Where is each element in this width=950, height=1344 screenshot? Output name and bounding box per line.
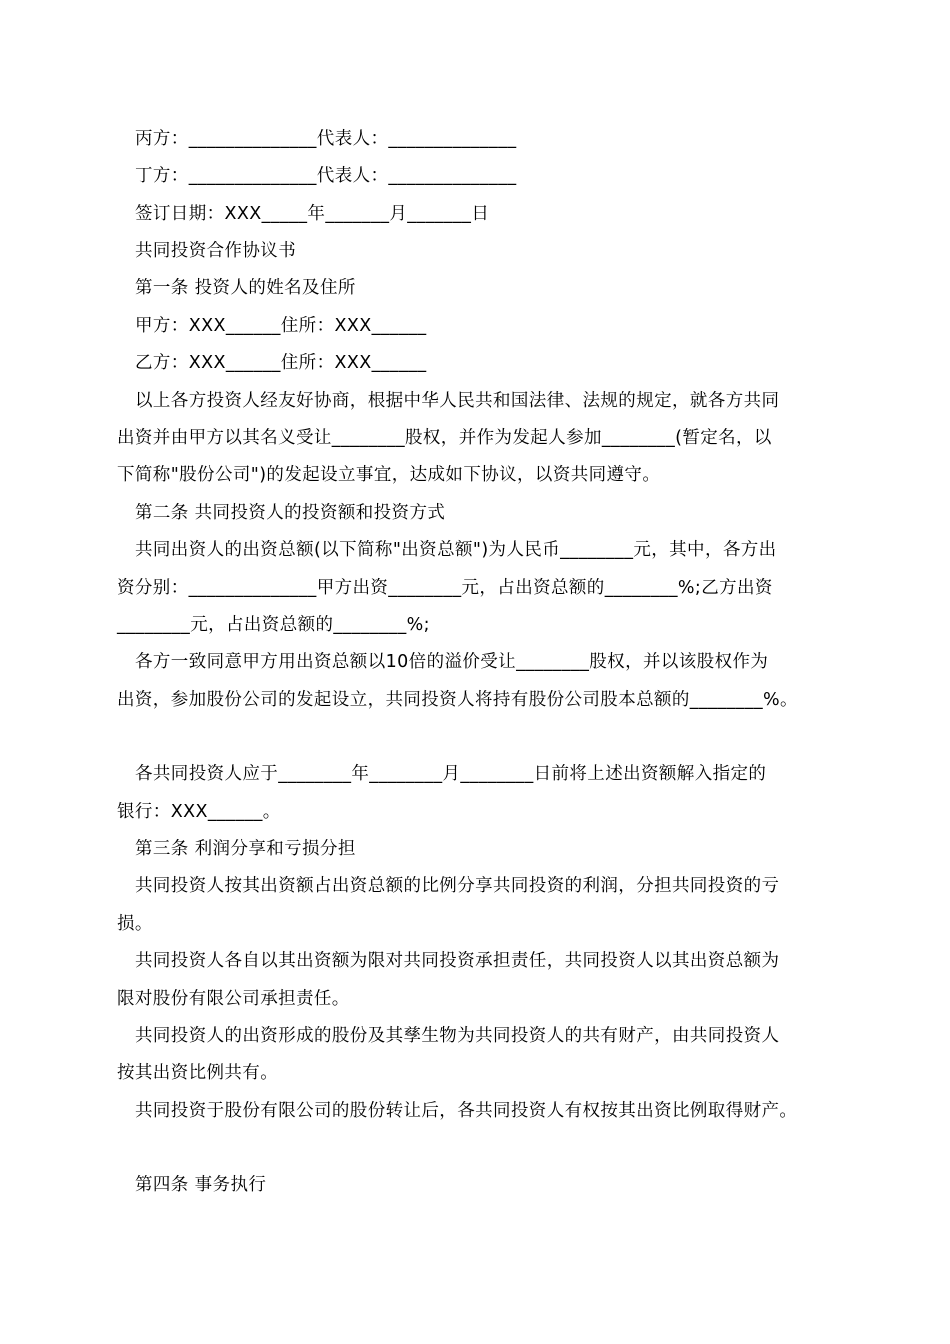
paragraph-line: 下简称"股份公司")的发起设立事宜，达成如下协议，以资共同遵守。 [117,465,661,485]
paragraph-line: 共同出资人的出资总额(以下简称"出资总额")为人民币________元，其中，各方出 [135,540,777,560]
paragraph-line: 共同投资人各自以其出资额为限对共同投资承担责任，共同投资人以其出资总额为 [135,951,780,971]
document-title: 共同投资合作协议书 [135,241,297,261]
paragraph-line: 损。 [117,914,153,934]
paragraph-line: 资分别：______________甲方出资________元，占出资总额的________%;乙方出资 [117,578,773,598]
paragraph-line: 共同投资人的出资形成的股份及其孳生物为共同投资人的共有财产，由共同投资人 [135,1026,780,1046]
paragraph-line: 以上各方投资人经友好协商，根据中华人民共和国法律、法规的规定，就各方共同 [135,391,780,411]
paragraph-line: 各共同投资人应于________年________月________日前将上述出资额解入指定的 [135,764,767,784]
paragraph-line: 出资，参加股份公司的发起设立，共同投资人将持有股份公司股本总额的________%。 [117,690,798,710]
party-d-line: 丁方：______________代表人：______________ [135,166,517,186]
party-c-line: 丙方：______________代表人：______________ [135,129,517,149]
paragraph-line: ________元，占出资总额的________%; [117,615,430,635]
paragraph-line: 按其出资比例共有。 [117,1063,279,1083]
paragraph-line: 限对股份有限公司承担责任。 [117,989,350,1009]
party-b-line: 乙方：XXX______住所：XXX______ [135,353,427,373]
paragraph-line: 各方一致同意甲方用出资总额以10倍的溢价受让________股权，并以该股权作为 [135,652,769,672]
party-a-line: 甲方：XXX______住所：XXX______ [135,316,427,336]
paragraph-line: 共同投资人按其出资额占出资总额的比例分享共同投资的利润，分担共同投资的亏 [135,876,780,896]
article-3-heading: 第三条 利润分享和亏损分担 [135,839,356,859]
article-1-heading: 第一条 投资人的姓名及住所 [135,278,356,298]
article-4-heading: 第四条 事务执行 [135,1175,267,1195]
signing-date-line: 签订日期：XXX_____年_______月_______日 [135,204,490,224]
paragraph-line: 银行：XXX______。 [117,802,281,822]
paragraph-line: 出资并由甲方以其名义受让________股权，并作为发起人参加________(暂定名，以 [117,428,772,448]
paragraph-line: 共同投资于股份有限公司的股份转让后，各共同投资人有权按其出资比例取得财产。 [135,1101,798,1121]
article-2-heading: 第二条 共同投资人的投资额和投资方式 [135,503,446,523]
